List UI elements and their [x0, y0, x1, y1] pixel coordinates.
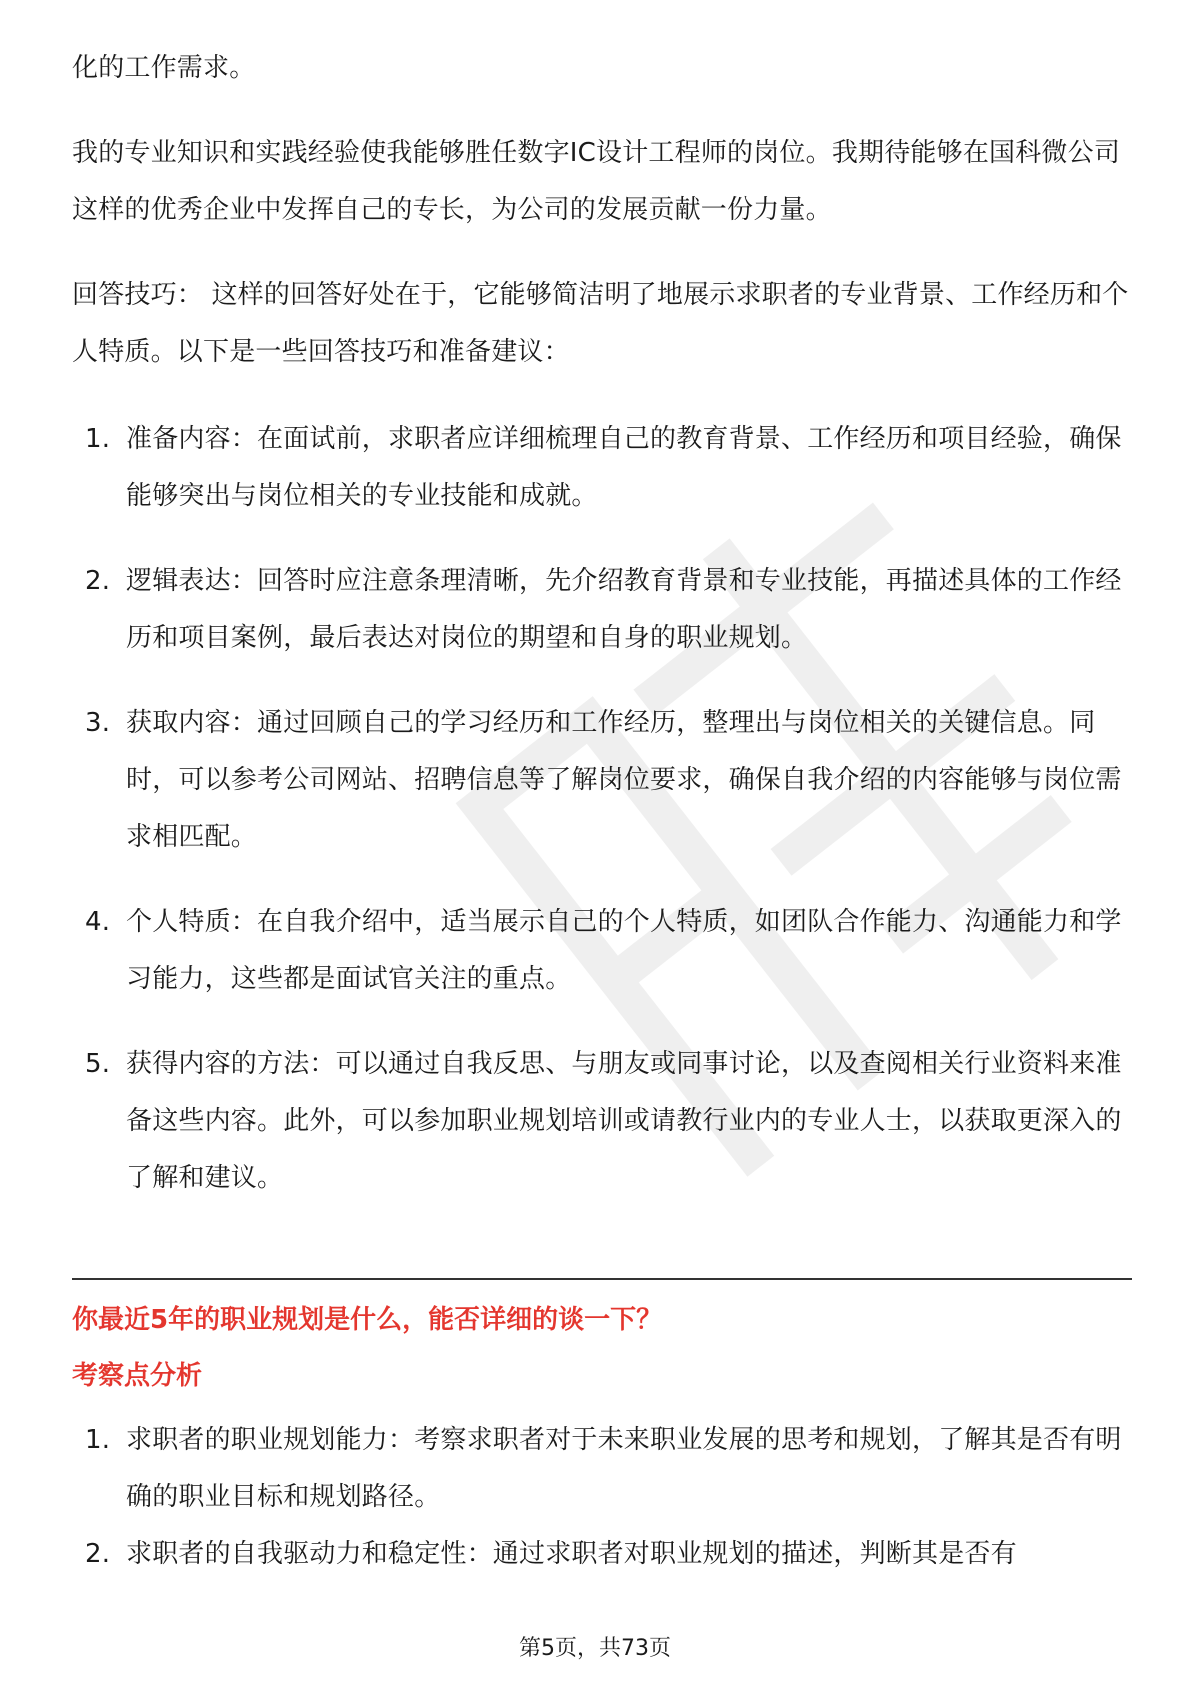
analysis-points-list — [72, 1412, 1132, 1583]
list-item: 2. 求职者的自我驱动力和稳定性：通过求职者对职业规划的描述，判断其是否有 — [85, 1539, 1017, 1569]
page-indicator: 第5页，共73页 — [519, 1636, 671, 1661]
paragraph-answer-tips: 回答技巧： 这样的回答好处在于，它能够简洁明了地展示求职者的专业背景、工作经历和个人特质。以下是一些回答技巧和准备建议： — [72, 280, 1129, 367]
interview-question: 你最近5年的职业规划是什么，能否详细的谈一下？ — [72, 1305, 663, 1335]
list-item: 5. 获得内容的方法：可以通过自我反思、与朋友或同事讨论，以及查阅相关行业资料来准备这些内容。此外，可以参加职业规划培训或请教行业内的专业人士，以获取更深入的了解和建议。 — [85, 1049, 1122, 1193]
main-content — [72, 40, 1132, 1235]
section-divider — [72, 1278, 1132, 1280]
continuation-text: 化的工作需求。 — [72, 53, 256, 83]
paragraph-qualification: 我的专业知识和实践经验使我能够胜任数字IC设计工程师的岗位。我期待能够在国科微公司这样的优秀企业中发挥自己的专长，为公司的发展贡献一份力量。 — [72, 138, 1121, 225]
list-item: 4. 个人特质：在自我介绍中，适当展示自己的个人特质，如团队合作能力、沟通能力和学习能力，这些都是面试官关注的重点。 — [85, 907, 1122, 994]
tips-list — [72, 411, 1132, 1207]
list-item: 1. 准备内容：在面试前，求职者应详细梳理自己的教育背景、工作经历和项目经验，确保能够突出与岗位相关的专业技能和成就。 — [85, 424, 1122, 511]
list-item: 1. 求职者的职业规划能力：考察求职者对于未来职业发展的思考和规划，了解其是否有明确的职业目标和规划路径。 — [85, 1425, 1122, 1512]
list-item: 3. 获取内容：通过回顾自己的学习经历和工作经历，整理出与岗位相关的关键信息。同时，可以参考公司网站、招聘信息等了解岗位要求，确保自我介绍的内容能够与岗位需求相匹配。 — [85, 708, 1122, 852]
list-item: 2. 逻辑表达：回答时应注意条理清晰，先介绍教育背景和专业技能，再描述具体的工作经历和项目案例，最后表达对岗位的期望和自身的职业规划。 — [85, 566, 1122, 653]
question-section — [72, 1296, 1132, 1583]
analysis-heading: 考察点分析 — [72, 1361, 203, 1391]
